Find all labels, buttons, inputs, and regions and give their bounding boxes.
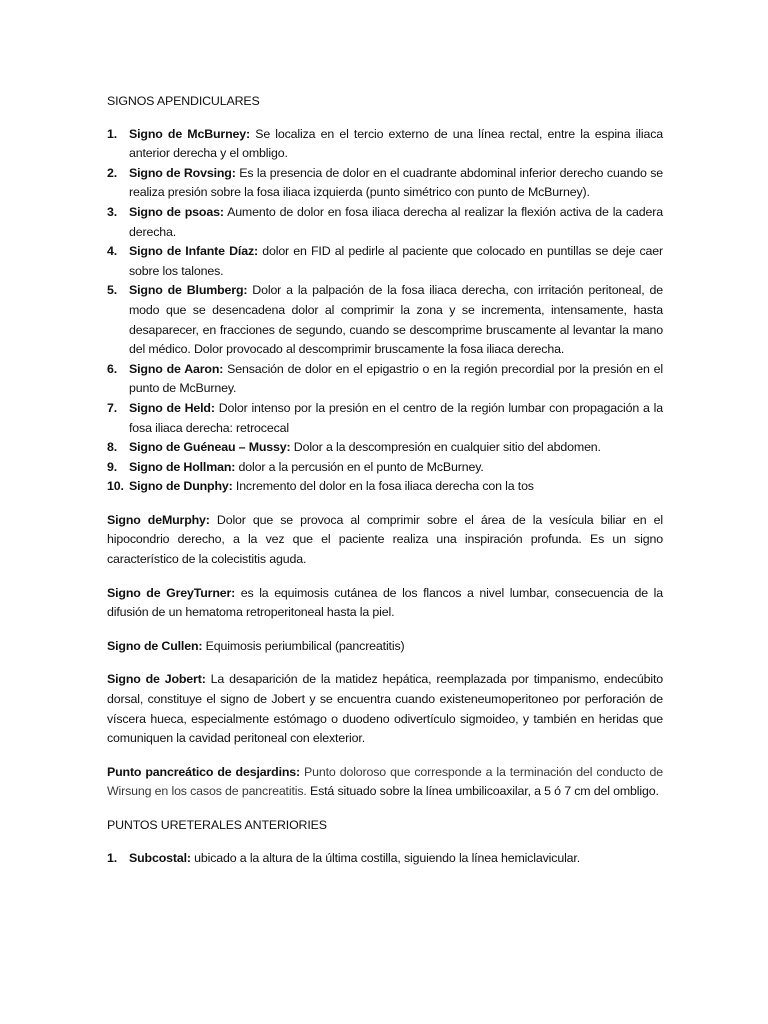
list-number: 1. <box>107 126 118 141</box>
sign-term: Signo deMurphy: <box>107 512 210 527</box>
sign-term: Signo de Infante Díaz: <box>129 244 258 259</box>
sign-term: Punto pancreático de desjardins: <box>107 764 300 779</box>
sign-description: Dolor intenso por la presión en el centro de la región lumbar con propagación a la fosa iliaca derecha: retrocecal <box>129 400 663 435</box>
paragraph-greyturner <box>107 584 663 623</box>
sign-description: ubicado a la altura de la última costilla, siguiendo la línea hemiclavicular. <box>190 850 581 865</box>
paragraph-murphy <box>107 511 663 570</box>
list-number: 2. <box>107 165 118 180</box>
list-number: 1. <box>107 850 118 865</box>
sign-description: Sensación de dolor en el epigastrio o en la región precordial por la presión en el punto de McBurney. <box>129 361 663 396</box>
sign-description: Se localiza en el tercio externo de una línea rectal, entre la espina iliaca anterior derecha y el ombligo. <box>129 126 663 161</box>
list-item <box>107 125 663 164</box>
puntos-ureterales-list <box>107 849 663 869</box>
sign-description-part-1: Punto doloroso que corresponde a la terminación del conducto de Wirsung en los casos de pancreatitis. <box>107 764 663 799</box>
document-page <box>107 92 663 882</box>
list-item <box>107 399 663 438</box>
sign-description: dolor a la percusión en el punto de McBurney. <box>235 459 484 474</box>
section-heading-puntos-ureterales: PUNTOS URETERALES ANTERIORIES <box>107 818 327 832</box>
list-number: 7. <box>107 400 118 415</box>
sign-description: es la equimosis cutánea de los flancos a nivel lumbar, consecuencia de la difusión de un hematoma retroperitoneal hasta la piel. <box>107 585 663 620</box>
list-item <box>107 281 663 359</box>
sign-term: Signo de Rovsing: <box>129 165 236 180</box>
list-number: 10. <box>107 479 124 494</box>
sign-term: Signo de Aaron: <box>129 361 224 376</box>
list-number: 8. <box>107 440 118 455</box>
sign-description: Dolor a la palpación de la fosa iliaca derecha, con irritación peritoneal, de modo que se desencadena dolor al comprimir la zona y se incrementa, intensamente, hasta desaparecer, en fracciones de segundo, cuando se descomprime bruscamente al levantar la mano del médico. Dolor provocado al descomprimir bruscamente la fosa iliaca derecha. <box>129 283 663 357</box>
list-item <box>107 164 663 203</box>
sign-term: Signo de Hollman: <box>129 459 236 474</box>
list-item <box>107 438 663 458</box>
sign-term: Signo de Jobert: <box>107 672 206 687</box>
signos-apendiculares-list <box>107 125 663 497</box>
list-item <box>107 458 663 478</box>
paragraph-cullen <box>107 637 663 657</box>
sign-description: Equimosis periumbilical (pancreatitis) <box>202 638 405 653</box>
sign-description: Dolor que se provoca al comprimir sobre el área de la vesícula biliar en el hipocondrio derecho, a la vez que el paciente realiza una inspiración profunda. Es un signo característico de la colecistitis aguda. <box>107 512 664 567</box>
list-item <box>107 242 663 281</box>
sign-term: Signo de GreyTurner: <box>107 585 236 600</box>
list-number: 5. <box>107 283 118 298</box>
list-number: 3. <box>107 204 118 219</box>
sign-term: Signo de Cullen: <box>107 638 203 653</box>
sign-description: Incremento del dolor en la fosa iliaca derecha con la tos <box>232 479 534 494</box>
sign-description-part-2: Está situado sobre la línea umbilicoaxilar, a 5 ó 7 cm del ombligo. <box>306 784 659 799</box>
paragraph-jobert <box>107 670 663 748</box>
sign-description: Dolor a la descompresión en cualquier sitio del abdomen. <box>290 440 601 455</box>
list-number: 6. <box>107 361 118 376</box>
sign-term: Signo de Guéneau – Mussy: <box>129 440 291 455</box>
paragraph-desjardins <box>107 763 663 802</box>
sign-term: Signo de Dunphy: <box>129 479 233 494</box>
list-item <box>107 203 663 242</box>
sign-description: Es la presencia de dolor en el cuadrante abdominal inferior derecho cuando se realiza presión sobre la fosa iliaca izquierda (punto simétrico con punto de McBurney). <box>129 165 663 200</box>
sign-term: Signo de Held: <box>129 400 215 415</box>
section-heading-signos-apendiculares: SIGNOS APENDICULARES <box>107 94 260 108</box>
sign-description: La desaparición de la matidez hepática, reemplazada por timpanismo, endecúbito dorsal, constituye el signo de Jobert y se encuentra cuando existeneumoperitoneo por perforación de víscera hueca, especialmente estómago o duodeno odivertículo sigmoideo, y también en heridas que comuniquen la cavidad peritoneal con elexterior. <box>107 672 663 746</box>
list-item <box>107 849 663 869</box>
sign-description: dolor en FID al pedirle al paciente que colocado en puntillas se deje caer sobre los talones. <box>129 244 664 278</box>
sign-term: Subcostal: <box>129 850 191 865</box>
list-item <box>107 477 663 497</box>
list-number: 9. <box>107 459 118 474</box>
sign-term: Signo de Blumberg: <box>129 283 248 298</box>
sign-term: Signo de McBurney: <box>129 126 250 141</box>
list-number: 4. <box>107 244 118 259</box>
sign-term: Signo de psoas: <box>129 204 224 219</box>
sign-description: Aumento de dolor en fosa iliaca derecha al realizar la flexión activa de la cadera derecha. <box>129 204 663 239</box>
list-item <box>107 360 663 399</box>
